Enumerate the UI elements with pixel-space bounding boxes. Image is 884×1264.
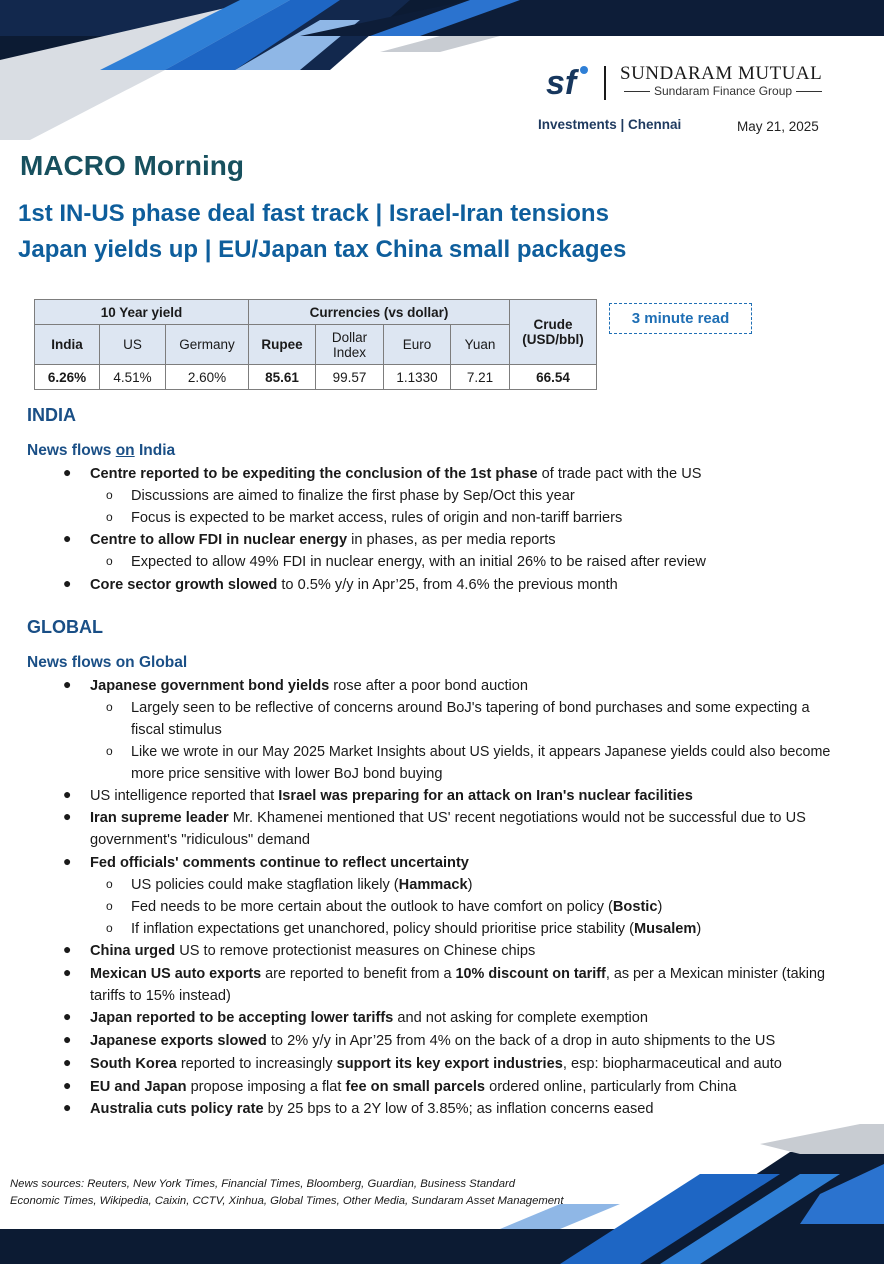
yield-group-header: 10 Year yield xyxy=(35,300,249,325)
sub-bullet-icon: o xyxy=(106,700,113,714)
section-global: GLOBAL xyxy=(27,617,103,637)
col-yuan: Yuan xyxy=(451,325,510,365)
global-item-9: South Korea reported to increasingly support its key export industries, esp: biopharmaceutical and auto xyxy=(90,1056,782,1072)
market-table xyxy=(34,299,597,390)
sundaram-logo-icon xyxy=(546,64,592,100)
global-subheading: News flows on Global xyxy=(27,654,188,671)
bullet-icon: ● xyxy=(63,575,72,591)
sub-bullet-icon: o xyxy=(106,744,113,758)
sub-bullet-icon: o xyxy=(106,510,113,524)
val-euro: 1.1330 xyxy=(384,365,451,390)
global-item-4-sub-3: If inflation expectations get unanchored, policy should prioritise price stability (Musalem) xyxy=(131,921,702,937)
headline-1: 1st IN-US phase deal fast track | Israel-Iran tensions xyxy=(18,200,609,227)
logo-divider xyxy=(604,66,606,100)
col-euro: Euro xyxy=(384,325,451,365)
val-us-yield: 4.51% xyxy=(100,365,166,390)
global-item-3: Iran supreme leader Mr. Khamenei mentioned that US' recent negotiations would not be successful due to US xyxy=(90,810,806,826)
svg-text:sf: sf xyxy=(546,64,577,100)
global-item-8: Japanese exports slowed to 2% y/y in Apr’25 from 4% on the back of a drop in auto shipments to the US xyxy=(90,1033,776,1049)
val-india-yield: 6.26% xyxy=(35,365,100,390)
india-item-2-sub-1: Expected to allow 49% FDI in nuclear energy, with an initial 26% to be raised after review xyxy=(131,554,706,570)
col-dollar-index: Dollar Index xyxy=(316,325,384,365)
col-india: India xyxy=(35,325,100,365)
read-time-badge: 3 minute read xyxy=(609,303,752,334)
val-yuan: 7.21 xyxy=(451,365,510,390)
global-item-6-line-2: tariffs to 15% instead) xyxy=(90,988,231,1004)
location-label: Investments | Chennai xyxy=(538,117,682,132)
val-rupee: 85.61 xyxy=(249,365,316,390)
india-item-3: Core sector growth slowed to 0.5% y/y in Apr’25, from 4.6% the previous month xyxy=(90,577,618,593)
headline-2: Japan yields up | EU/Japan tax China small packages xyxy=(18,236,627,263)
global-item-6: Mexican US auto exports are reported to benefit from a 10% discount on tariff, as per a Mexican minister (taking xyxy=(90,966,826,982)
global-item-10: EU and Japan propose imposing a flat fee on small parcels ordered online, particularly from China xyxy=(90,1079,737,1095)
global-item-5: China urged US to remove protectionist measures on Chinese chips xyxy=(90,943,536,959)
global-item-1-sub-1a: Largely seen to be reflective of concerns around BoJ's tapering of bond purchases and some expecting a xyxy=(131,700,810,716)
sub-bullet-icon: o xyxy=(106,921,113,935)
bullet-icon: ● xyxy=(63,1031,72,1047)
brand-name: SUNDARAM MUTUAL xyxy=(620,63,823,84)
bullet-icon: ● xyxy=(63,1077,72,1093)
val-germany-yield: 2.60% xyxy=(166,365,249,390)
sub-bullet-icon: o xyxy=(106,554,113,568)
sub-bullet-icon: o xyxy=(106,488,113,502)
global-item-1: Japanese government bond yields rose after a poor bond auction xyxy=(90,678,529,694)
global-item-3-line-2: government's "ridiculous" demand xyxy=(90,832,311,848)
crude-header: Crude (USD/bbl) xyxy=(510,300,597,365)
section-india: INDIA xyxy=(27,405,76,425)
sources-line-2: Economic Times, Wikipedia, Caixin, CCTV, Xinhua, Global Times, Other Media, Sundaram Asset Management xyxy=(10,1195,564,1207)
bullet-icon: ● xyxy=(63,676,72,692)
sources-line-1: News sources: Reuters, New York Times, Financial Times, Bloomberg, Guardian, Business Standard xyxy=(10,1178,516,1190)
bullet-icon: ● xyxy=(63,1054,72,1070)
global-item-7: Japan reported to be accepting lower tariffs and not asking for complete exemption xyxy=(90,1010,649,1026)
val-dollar-index: 99.57 xyxy=(316,365,384,390)
bullet-icon: ● xyxy=(63,530,72,546)
india-item-2: Centre to allow FDI in nuclear energy in phases, as per media reports xyxy=(90,532,556,548)
brand-subtitle: Sundaram Finance Group xyxy=(620,84,826,98)
bullet-icon: ● xyxy=(63,786,72,802)
report-date: May 21, 2025 xyxy=(737,119,819,134)
sub-bullet-icon: o xyxy=(106,877,113,891)
global-item-2: US intelligence reported that Israel was preparing for an attack on Iran's nuclear facilities xyxy=(90,788,693,804)
india-item-1: Centre reported to be expediting the conclusion of the 1st phase of trade pact with the US xyxy=(90,466,702,482)
india-item-1-sub-1: Discussions are aimed to finalize the first phase by Sep/Oct this year xyxy=(131,488,575,504)
global-item-11: Australia cuts policy rate by 25 bps to a 2Y low of 3.85%; as inflation concerns eased xyxy=(90,1101,654,1117)
global-item-4-sub-1: US policies could make stagflation likely (Hammack) xyxy=(131,877,473,893)
global-item-1-sub-2a: Like we wrote in our May 2025 Market Insights about US yields, it appears Japanese yields could also become xyxy=(131,744,831,760)
col-us: US xyxy=(100,325,166,365)
bullet-icon: ● xyxy=(63,1008,72,1024)
india-item-1-sub-2: Focus is expected to be market access, rules of origin and non-tariff barriers xyxy=(131,510,623,526)
bullet-icon: ● xyxy=(63,808,72,824)
india-subheading: News flows on India xyxy=(27,442,176,459)
bullet-icon: ● xyxy=(63,964,72,980)
global-item-4-sub-2: Fed needs to be more certain about the outlook to have comfort on policy (Bostic) xyxy=(131,899,663,915)
bullet-icon: ● xyxy=(63,464,72,480)
bottom-banner-decoration xyxy=(0,1124,884,1264)
col-germany: Germany xyxy=(166,325,249,365)
col-rupee: Rupee xyxy=(249,325,316,365)
bullet-icon: ● xyxy=(63,1099,72,1115)
sub-bullet-icon: o xyxy=(106,899,113,913)
page-title: MACRO Morning xyxy=(20,150,244,181)
global-item-1-sub-2b: more price sensitive with lower BoJ bond buying xyxy=(131,766,443,782)
global-item-1-sub-1b: fiscal stimulus xyxy=(131,722,222,738)
global-item-4: Fed officials' comments continue to reflect uncertainty xyxy=(90,855,469,871)
bullet-icon: ● xyxy=(63,941,72,957)
val-crude: 66.54 xyxy=(510,365,597,390)
bullet-icon: ● xyxy=(63,853,72,869)
currency-group-header: Currencies (vs dollar) xyxy=(249,300,510,325)
